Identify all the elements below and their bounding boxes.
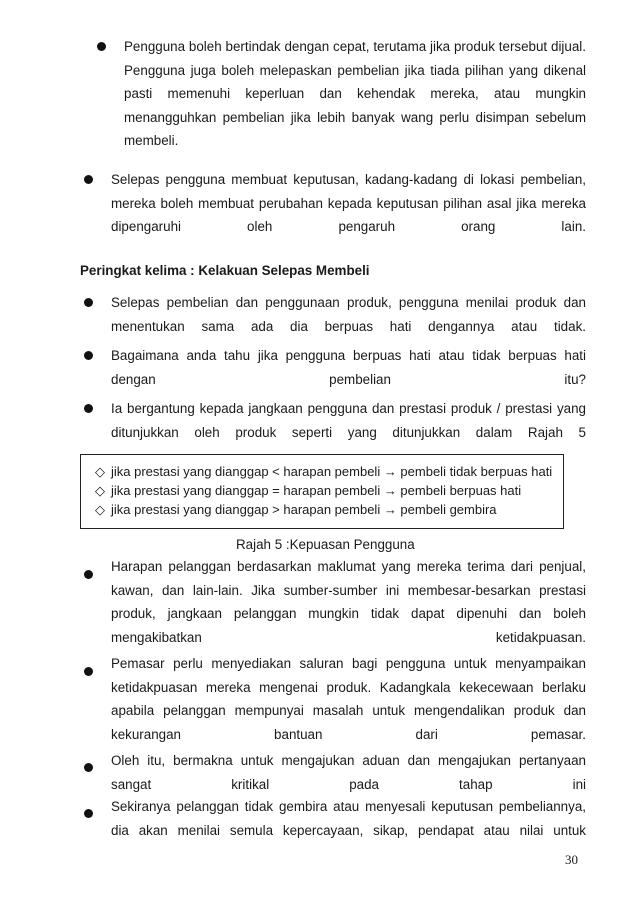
- paragraph: Selepas pengguna membuat keputusan, kadang-kadang di lokasi pembelian, mereka boleh membuat perubahan kepada keputusan pilihan asal jika mereka dipengaruhi oleh pengaruh orang lain.: [111, 172, 586, 234]
- diamond-icon: ◇: [95, 464, 105, 479]
- section-heading: Peringkat kelima : Kelakuan Selepas Membeli: [80, 263, 370, 278]
- bullet-icon: [84, 763, 93, 772]
- paragraph: Harapan pelanggan berdasarkan maklumat yang mereka terima dari penjual, kawan, dan lain-lain. Jika sumber-sumber ini membesar-besarkan prestasi produk, jangkaan pelanggan mungkin tidak dapat dipenuhi dan boleh mengakibatkan ketidakpuasan.: [111, 559, 586, 645]
- page-number: 30: [565, 852, 578, 867]
- paragraph: Ia bergantung kepada jangkaan pengguna dan prestasi produk / prestasi yang ditunjukkan oleh produk seperti yang ditunjukkan dalam Rajah 5: [111, 401, 586, 440]
- bullet-icon: [84, 404, 93, 413]
- figure-caption: Rajah 5 :Kepuasan Pengguna: [236, 537, 415, 552]
- bullet-icon: [84, 298, 93, 307]
- paragraph: Sekiranya pelanggan tidak gembira atau menyesali keputusan pembeliannya, dia akan menilai semula kepercayaan, sikap, pendapat atau nilai untuk: [111, 799, 586, 838]
- figure-box: [80, 454, 564, 529]
- bullet-icon: [84, 667, 93, 676]
- paragraph: Pemasar perlu menyediakan saluran bagi pengguna untuk menyampaikan ketidakpuasan mereka mengenai produk. Kadangkala kekecewaan berlaku apabila pelanggan mempunyai masalah untuk mengendalikan produk dan kekurangan bantuan dari pemasar.: [111, 656, 586, 742]
- bullet-icon: [84, 351, 93, 360]
- paragraph: Oleh itu, bermakna untuk mengajukan aduan dan mengajukan pertanyaan sangat kritikal pada tahap ini: [111, 753, 586, 792]
- paragraph: Pengguna boleh bertindak dengan cepat, terutama jika produk tersebut dijual. Pengguna juga boleh melepaskan pembelian jika tiada pilihan yang dikenal pasti memenuhi keperluan dan kehendak mereka, atau mungkin menangguhkan pembelian jika lebih banyak wang perlu disimpan sebelum membeli.: [124, 39, 586, 148]
- box-line: ◇ jika prestasi yang dianggap = harapan pembeli → pembeli berpuas hati: [95, 483, 522, 498]
- bullet-icon: [84, 809, 93, 818]
- diamond-icon: ◇: [95, 483, 105, 498]
- bullet-icon: [84, 175, 93, 184]
- box-line: ◇ jika prestasi yang dianggap > harapan pembeli → pembeli gembira: [95, 502, 497, 517]
- paragraph: Bagaimana anda tahu jika pengguna berpuas hati atau tidak berpuas hati dengan pembelian itu?: [111, 348, 586, 387]
- diamond-icon: ◇: [95, 502, 105, 517]
- box-line: ◇ jika prestasi yang dianggap < harapan pembeli → pembeli tidak berpuas hati: [95, 464, 553, 479]
- bullet-icon: [84, 570, 93, 579]
- bullet-icon: [97, 42, 106, 51]
- paragraph: Selepas pembelian dan penggunaan produk, pengguna menilai produk dan menentukan sama ada dia berpuas hati dengannya atau tidak.: [111, 295, 586, 334]
